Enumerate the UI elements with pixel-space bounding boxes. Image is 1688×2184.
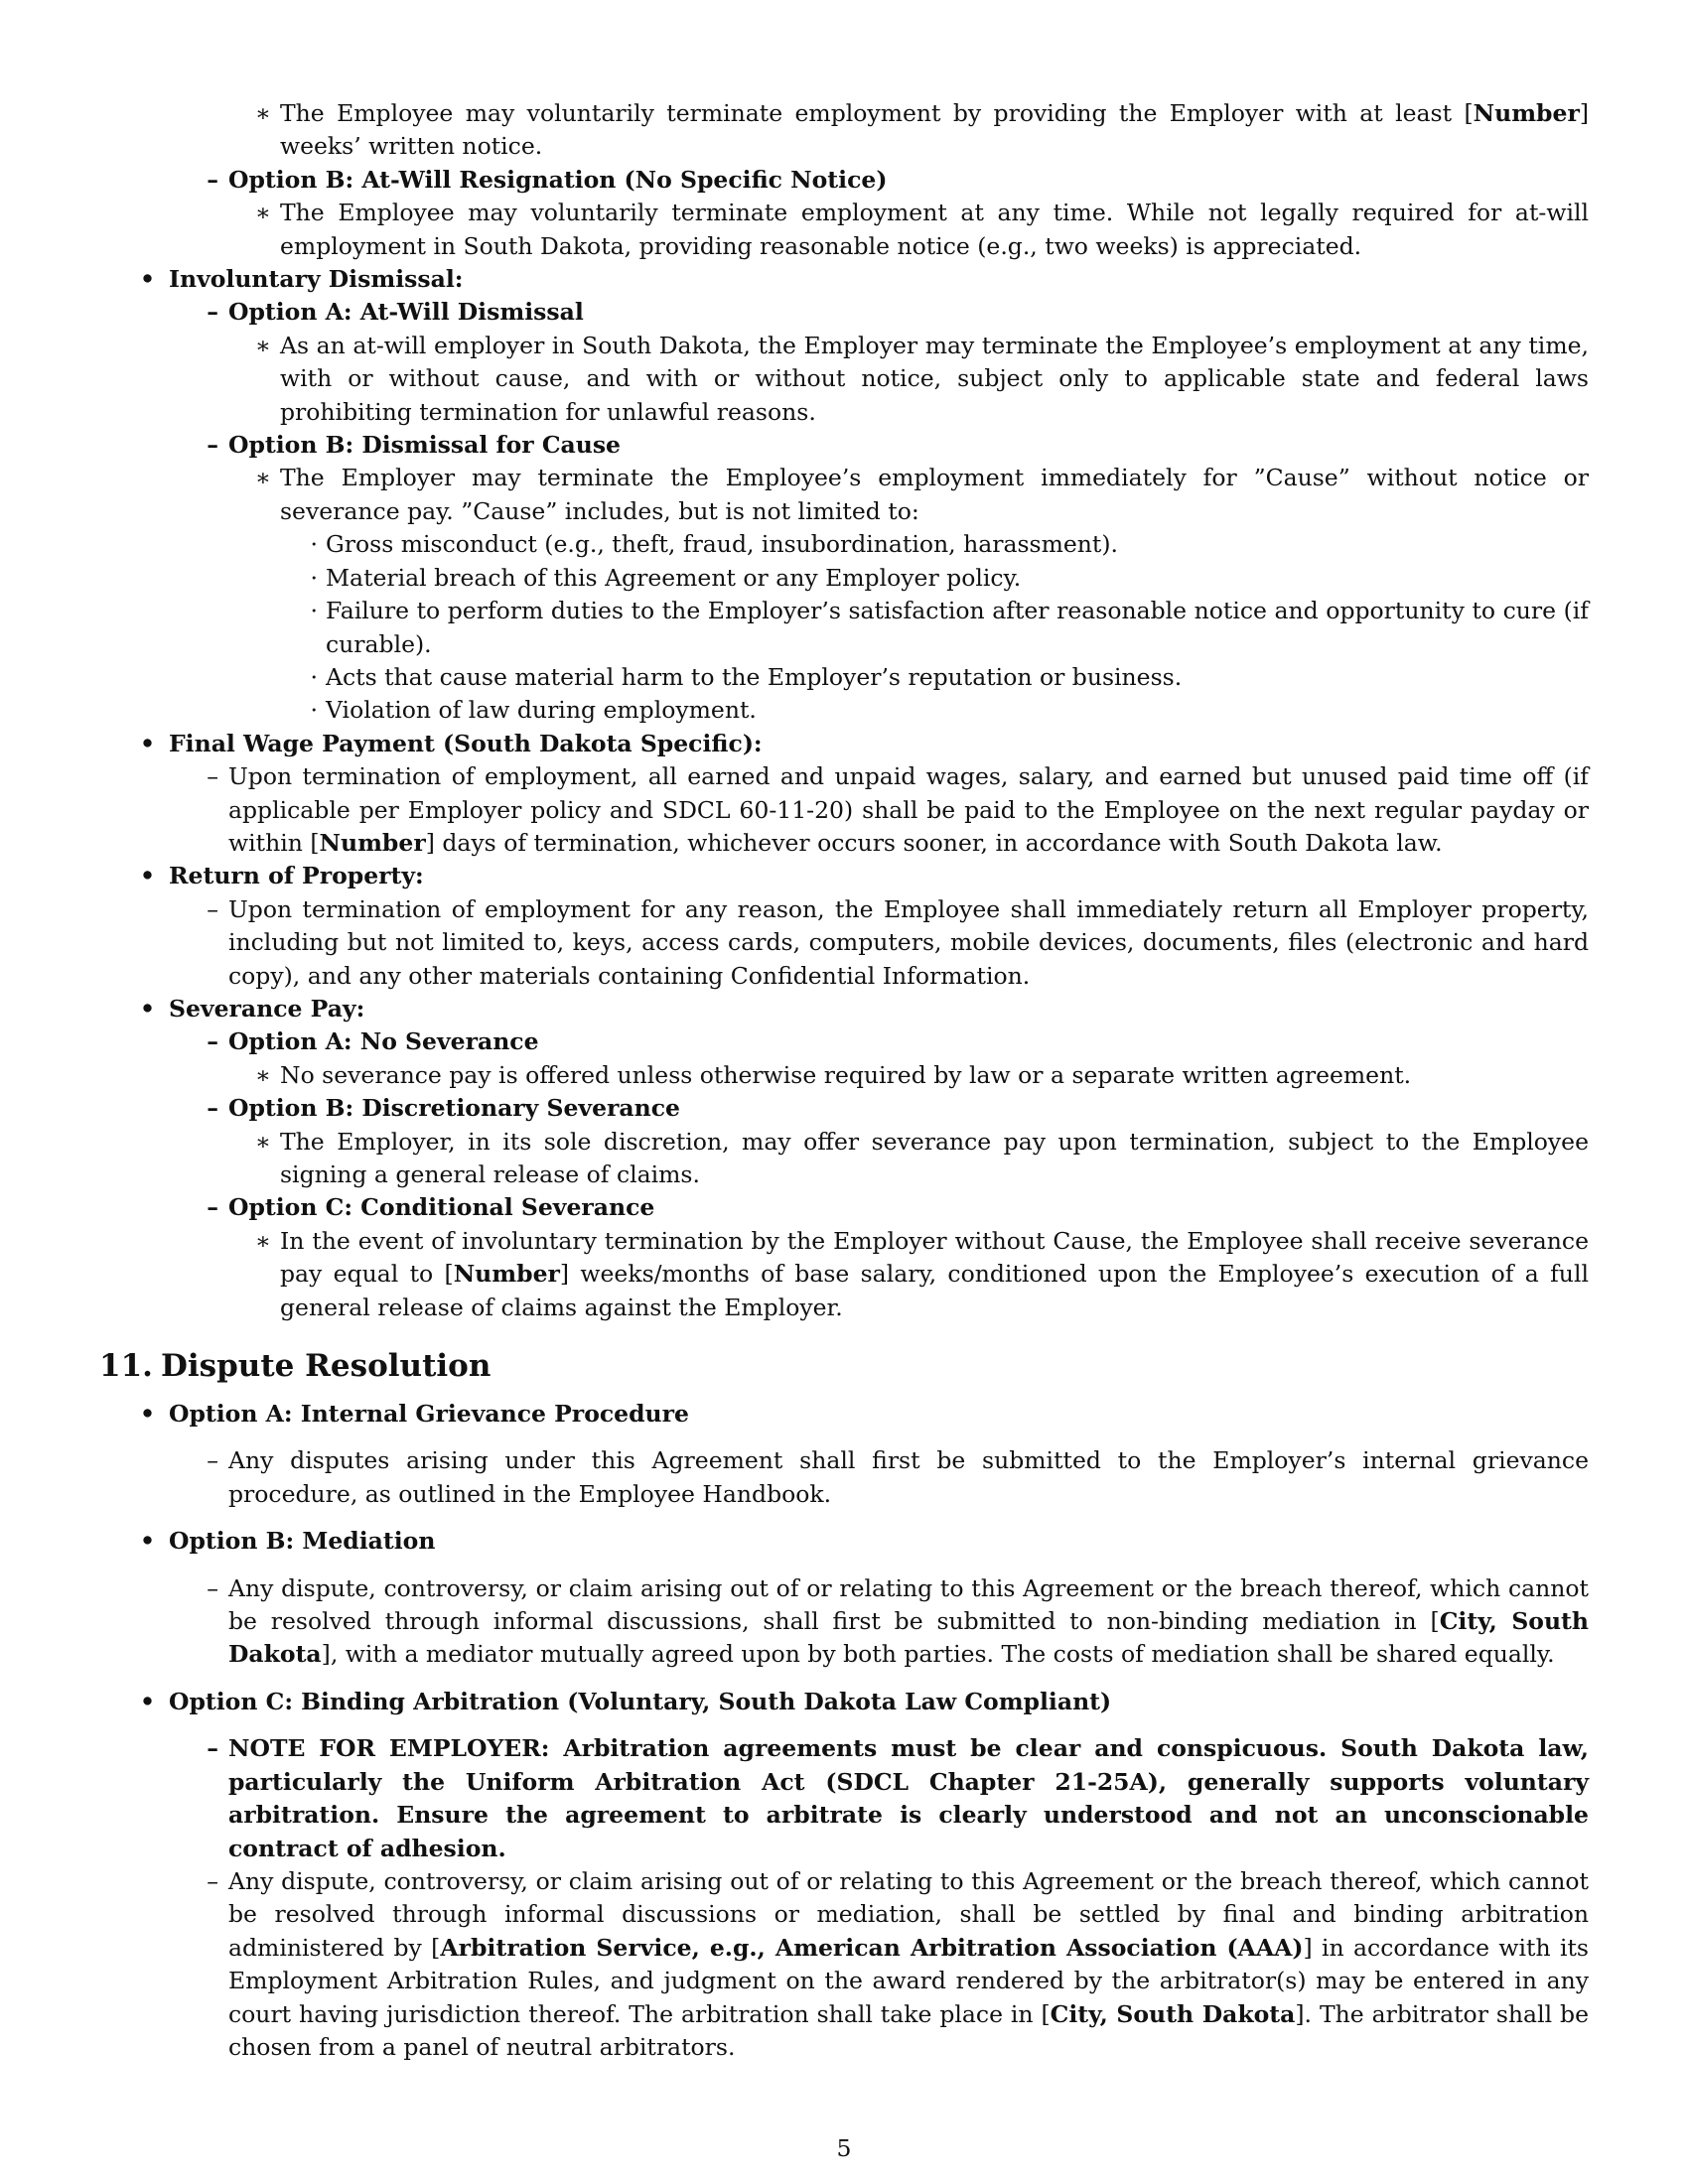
involuntary-option-a-text: ∗ As an at-will employer in South Dakota, the Employer may terminate the Employee’s employment at any time, with or without cause, and with or without notice, subject only to applicable state and federal laws prohibiting termination for unlawful reasons.	[255, 331, 1589, 426]
dispute-option-a-heading: • Option A: Internal Grievance Procedure	[139, 1400, 689, 1429]
arbitration-note: – NOTE FOR EMPLOYER: Arbitration agreements must be clear and conspicuous. South Dakota law, particularly the Uniform Arbitration Act (SDCL Chapter 21-25A), generally supports voluntary arbitration. Ensure the agreement to arbitrate is clearly understood and not an unconscionable contract of adhesion.	[207, 1734, 1589, 1862]
document-body	[99, 97, 1589, 2064]
cause-list-item: · Failure to perform duties to the Employer’s satisfaction after reasonable notice and opportunity to cure (if curable).	[310, 597, 1589, 658]
severance-heading: • Severance Pay:	[139, 994, 365, 1023]
involuntary-dismissal-heading: • Involuntary Dismissal:	[139, 265, 464, 294]
severance-option-a-heading: – Option A: No Severance	[207, 1027, 539, 1056]
involuntary-option-b-text: ∗ The Employer may terminate the Employee’s employment immediately for ”Cause” without notice or severance pay. ”Cause” includes, but is not limited to:	[255, 464, 1589, 525]
dispute-option-b-heading: • Option B: Mediation	[139, 1527, 436, 1556]
dispute-option-c-text: – Any dispute, controversy, or claim arising out of or relating to this Agreement or the breach thereof, which cannot be resolved through informal discussions or mediation, shall be settled by final and binding arbitration administered by [Arbitration Service, e.g., American Arbitration Association (AAA)] in accordance with its Employment Arbitration Rules, and judgment on the award rendered by the arbitrator(s) may be entered in any court having jurisdiction thereof. The arbitration shall take place in [City, South Dakota]. The arbitrator shall be chosen from a panel of neutral arbitrators.	[207, 1866, 1589, 2061]
resign-option-a-text: ∗ The Employee may voluntarily terminate employment by providing the Employer with at least [Number] weeks’ written notice.	[255, 99, 1589, 161]
return-property-heading: • Return of Property:	[139, 862, 424, 890]
section-heading: 11. Dispute Resolution	[99, 1348, 492, 1385]
dispute-option-a-text: – Any disputes arising under this Agreement shall first be submitted to the Employer’s internal grievance procedure, as outlined in the Employee Handbook.	[207, 1446, 1589, 1508]
involuntary-option-a-heading: – Option A: At-Will Dismissal	[207, 298, 584, 327]
cause-list-item: · Material breach of this Agreement or any Employer policy.	[310, 563, 1022, 592]
severance-option-b-heading: – Option B: Discretionary Severance	[207, 1094, 680, 1123]
severance-option-a-text: ∗ No severance pay is offered unless otherwise required by law or a separate written agreement.	[255, 1060, 1412, 1089]
severance-option-c-text: ∗ In the event of involuntary termination by the Employer without Cause, the Employee shall receive severance pay equal to [Number] weeks/months of base salary, conditioned upon the Employee’s execution of a full general release of claims against the Employer.	[255, 1226, 1589, 1321]
final-wage-heading: • Final Wage Payment (South Dakota Specific):	[139, 729, 763, 757]
cause-list-item: · Gross misconduct (e.g., theft, fraud, insubordination, harassment).	[310, 530, 1119, 559]
dispute-option-c-heading: • Option C: Binding Arbitration (Voluntary, South Dakota Law Compliant)	[139, 1687, 1112, 1715]
resign-option-b-heading: – Option B: At-Will Resignation (No Specific Notice)	[207, 165, 888, 194]
return-property-text: – Upon termination of employment for any reason, the Employee shall immediately return all Employer property, including but not limited to, keys, access cards, computers, mobile devices, documents, files (electronic and hard copy), and any other materials containing Confidential Information.	[207, 894, 1589, 990]
severance-option-b-text: ∗ The Employer, in its sole discretion, may offer severance pay upon termination, subject to the Employee signing a general release of claims.	[255, 1127, 1589, 1188]
severance-option-c-heading: – Option C: Conditional Severance	[207, 1193, 655, 1222]
resign-option-b-text: ∗ The Employee may voluntarily terminate employment at any time. While not legally required for at-will employment in South Dakota, providing reasonable notice (e.g., two weeks) is appreciated.	[255, 199, 1589, 260]
cause-list-item: · Violation of law during employment.	[310, 696, 757, 725]
page-number: 5	[836, 2134, 852, 2162]
cause-list-item: · Acts that cause material harm to the Employer’s reputation or business.	[310, 662, 1183, 691]
dispute-option-b-text: – Any dispute, controversy, or claim arising out of or relating to this Agreement or the breach thereof, which cannot be resolved through informal discussions, shall first be submitted to non-binding mediation in [City, South Dakota], with a mediator mutually agreed upon by both parties. The costs of mediation shall be shared equally.	[207, 1573, 1589, 1669]
involuntary-option-b-heading: – Option B: Dismissal for Cause	[207, 431, 622, 460]
final-wage-text: – Upon termination of employment, all earned and unpaid wages, salary, and earned but unused paid time off (if applicable per Employer policy and SDCL 60-11-20) shall be paid to the Employee on the next regular payday or within [Number] days of termination, whichever occurs sooner, in accordance with South Dakota law.	[207, 762, 1589, 857]
